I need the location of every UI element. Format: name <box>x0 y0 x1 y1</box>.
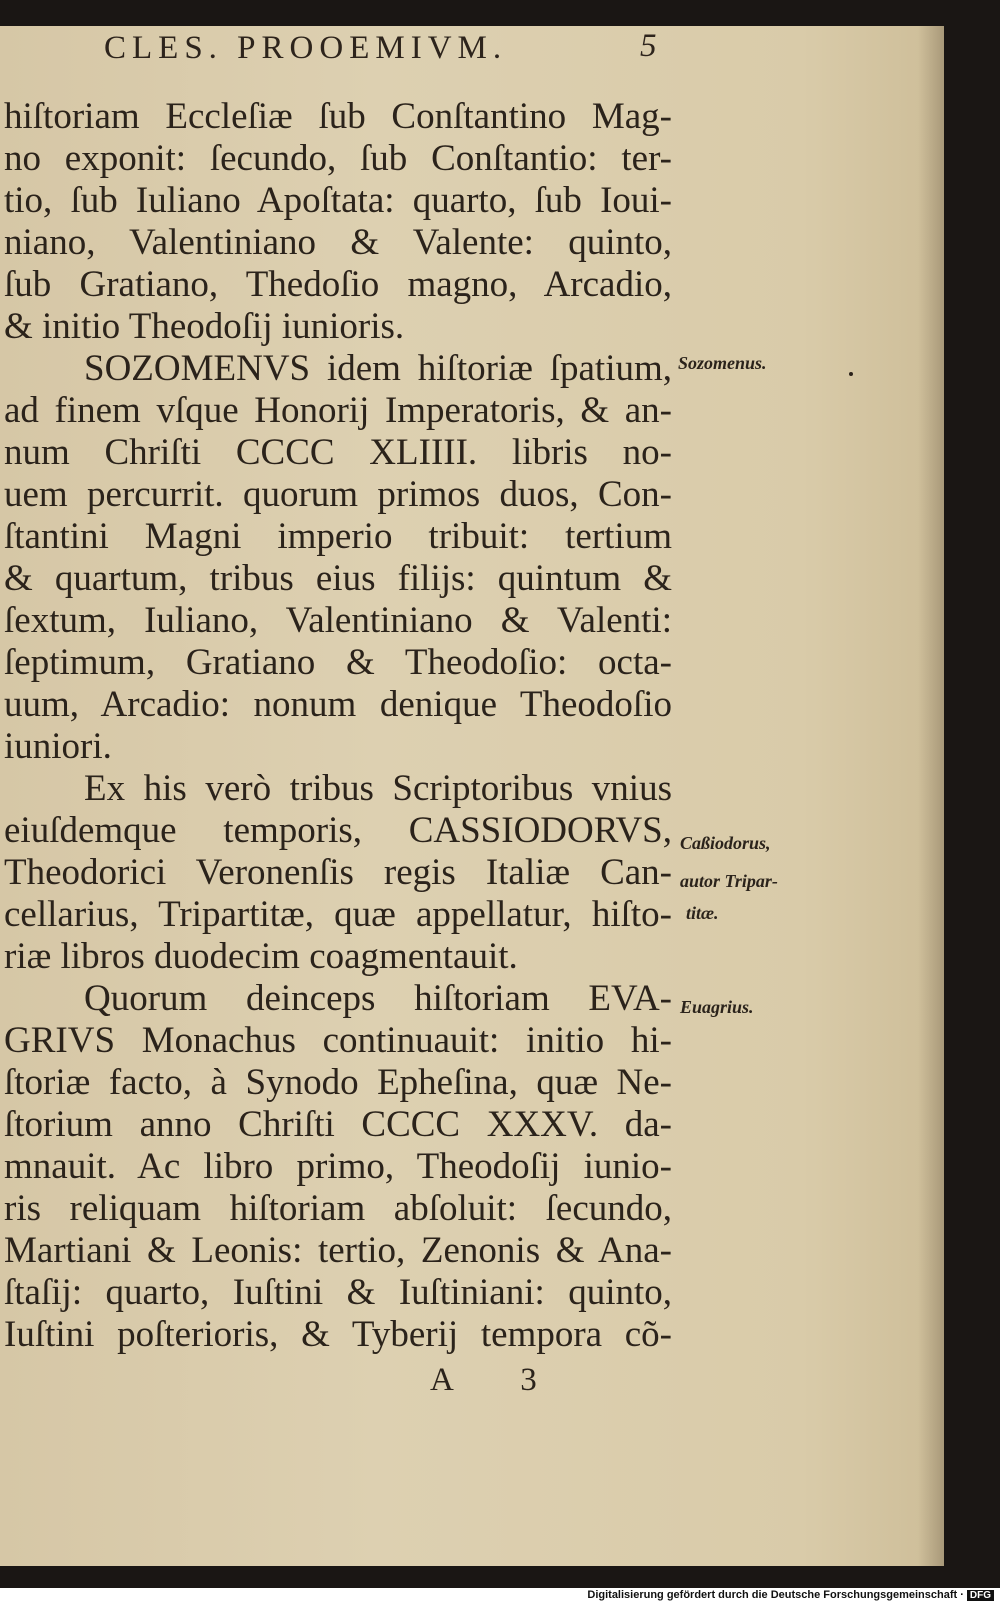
text-line: no exponit: ſecundo, ſub Conſtantio: ter- <box>4 138 672 179</box>
text-line: eiuſdemque temporis, CASSIODORVS, <box>4 810 672 851</box>
page-number: 5 <box>640 28 657 64</box>
dfg-logo-icon: DFG <box>967 1590 994 1601</box>
text-line: mnauit. Ac libro primo, Theodoſij iunio- <box>4 1146 672 1187</box>
text-line: ſextum, Iuliano, Valentiniano & Valenti: <box>4 600 672 641</box>
page-edge-shadow <box>918 26 944 1566</box>
text-line: niano, Valentiniano & Valente: quinto, <box>4 222 672 263</box>
text-line: SOZOMENVS idem hiſtoriæ ſpatium, <box>84 348 672 389</box>
text-line: ad finem vſque Honorij Imperatoris, & an- <box>4 390 672 431</box>
text-line: GRIVS Monachus continuauit: initio hi- <box>4 1020 672 1061</box>
margin-note-titae: titæ. <box>686 903 719 923</box>
body-text <box>0 96 672 1356</box>
text-line: ſtantini Magni imperio tribuit: tertium <box>4 516 672 557</box>
text-line: Martiani & Leonis: tertio, Zenonis & Ana- <box>4 1230 672 1271</box>
text-line: & initio Theodoſij iunioris. <box>4 306 405 347</box>
text-line: ſtaſij: quarto, Iuſtini & Iuſtiniani: quinto, <box>4 1272 672 1313</box>
margin-note-euagrius: Euagrius. <box>680 997 754 1017</box>
text-line: riæ libros duodecim coagmentauit. <box>4 936 518 977</box>
text-line: uum, Arcadio: nonum denique Theodoſio <box>4 684 672 725</box>
text-line: ſeptimum, Gratiano & Theodoſio: octa- <box>4 642 672 683</box>
text-line: ſtorium anno Chriſti CCCC XXXV. da- <box>4 1104 672 1145</box>
text-line: ris reliquam hiſtoriam abſoluit: ſecundo, <box>4 1188 672 1229</box>
footer-credit <box>587 1589 994 1601</box>
text-line: num Chriſti CCCC XLIIII. libris no- <box>4 432 672 473</box>
text-line: hiſtoriam Eccleſiæ ſub Conſtantino Mag- <box>4 96 672 137</box>
text-line: iuniori. <box>4 726 112 767</box>
margin-note-cassiodorus: Caßiodorus, <box>680 833 771 853</box>
catchword-signature: A 3 <box>430 1362 567 1398</box>
text-line: cellarius, Tripartitæ, quæ appellatur, hiſto- <box>4 894 672 935</box>
margin-note-tripartita: autor Tripar- <box>680 871 778 891</box>
text-line: uem percurrit. quorum primos duos, Con- <box>4 474 672 515</box>
text-line: Quorum deinceps hiſtoriam EVA- <box>84 978 672 1019</box>
margin-note-sozomenus: Sozomenus. <box>678 353 767 373</box>
text-line: ſtoriæ facto, à Synodo Epheſina, quæ Ne- <box>4 1062 672 1103</box>
running-header <box>100 26 660 74</box>
footer-text: Digitalisierung gefördert durch die Deutsche Forschungsgemeinschaft · <box>587 1589 964 1601</box>
text-line: ſub Gratiano, Thedoſio magno, Arcadio, <box>4 264 672 305</box>
text-line: Iuſtini poſterioris, & Tyberij tempora cõ- <box>4 1314 672 1355</box>
text-line: Theodorici Veronenſis regis Italiæ Can- <box>4 852 672 893</box>
margin-dot <box>849 372 853 376</box>
running-title: CLES. PROOEMIVM. <box>104 30 508 66</box>
text-line: & quartum, tribus eius filijs: quintum & <box>4 558 672 599</box>
text-line: Ex his verò tribus Scriptoribus vnius <box>84 768 672 809</box>
text-line: tio, ſub Iuliano Apoſtata: quarto, ſub Ioui- <box>4 180 672 221</box>
